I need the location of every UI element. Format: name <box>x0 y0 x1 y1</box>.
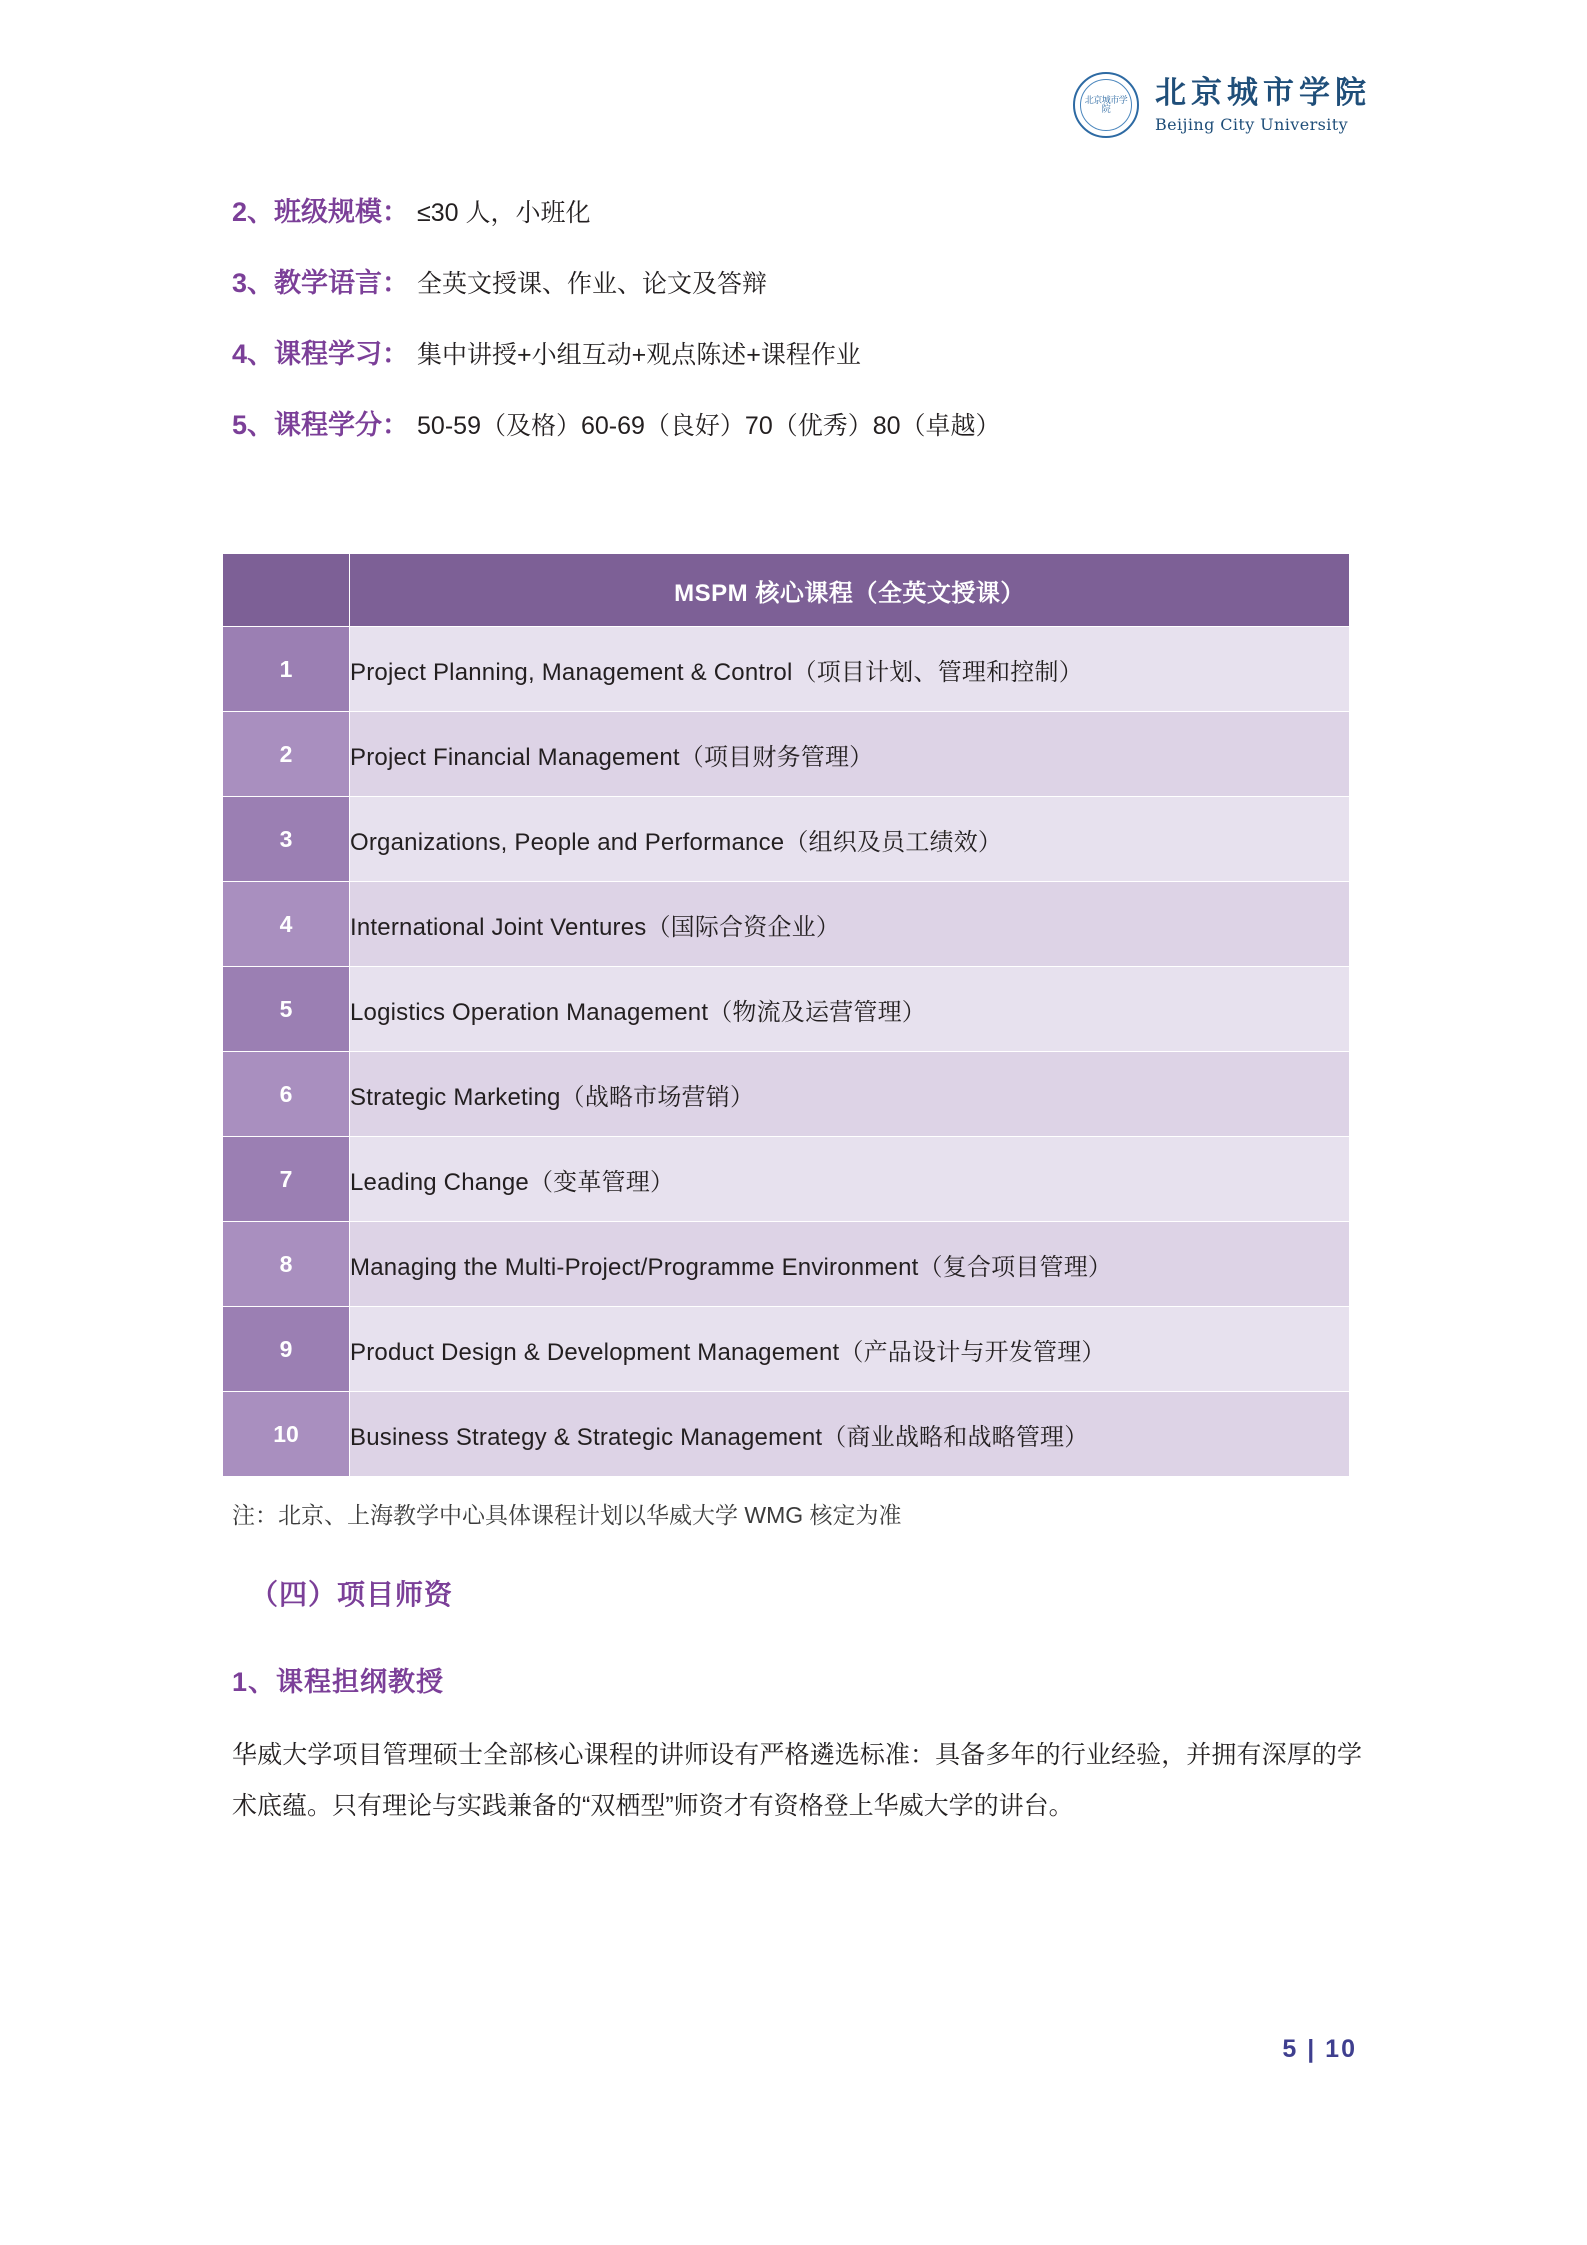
sub-heading: 1、课程担纲教授 <box>232 1667 445 1697</box>
row-number: 9 <box>223 1307 350 1392</box>
row-number: 4 <box>223 882 350 967</box>
logo-english-name: Beijing City University <box>1155 114 1349 134</box>
row-number: 3 <box>223 797 350 882</box>
table-note: 注：北京、上海教学中心具体课程计划以华威大学 WMG 核定为准 <box>232 1502 902 1528</box>
row-number: 1 <box>223 627 350 712</box>
row-number: 5 <box>223 967 350 1052</box>
table-header-row <box>223 554 1350 627</box>
table-row <box>223 797 1350 882</box>
row-number: 10 <box>223 1392 350 1477</box>
row-course: Logistics Operation Management（物流及运营管理） <box>350 967 1350 1052</box>
core-course-table <box>222 553 1350 1477</box>
numbered-list <box>232 195 1362 479</box>
table-row <box>223 1052 1350 1137</box>
row-course: Leading Change（变革管理） <box>350 1137 1350 1222</box>
row-course: Project Planning, Management & Control（项目计划、管理和控制） <box>350 627 1350 712</box>
row-number: 2 <box>223 712 350 797</box>
logo-chinese-name: 北京城市学院 <box>1155 75 1371 112</box>
university-seal-icon <box>1073 72 1139 138</box>
seal-inner-text: 北京城市学院 <box>1080 79 1132 131</box>
university-logo <box>1073 72 1371 138</box>
row-number: 8 <box>223 1222 350 1307</box>
list-item <box>232 408 1362 443</box>
table-row <box>223 1222 1350 1307</box>
list-item-label: 5、课程学分： <box>232 410 410 441</box>
table-row <box>223 1137 1350 1222</box>
list-item-value: ≤30 人，小班化 <box>417 199 591 227</box>
row-course: Product Design & Development Management（产品设计与开发管理） <box>350 1307 1350 1392</box>
row-number: 7 <box>223 1137 350 1222</box>
row-number: 6 <box>223 1052 350 1137</box>
table-header-title: MSPM 核心课程（全英文授课） <box>350 554 1350 627</box>
list-item <box>232 266 1362 301</box>
row-course: Strategic Marketing（战略市场营销） <box>350 1052 1350 1137</box>
list-item <box>232 337 1362 372</box>
table-row <box>223 1392 1350 1477</box>
list-item-value: 集中讲授+小组互动+观点陈述+课程作业 <box>417 341 861 370</box>
row-course: International Joint Ventures（国际合资企业） <box>350 882 1350 967</box>
table-row <box>223 627 1350 712</box>
row-course: Project Financial Management（项目财务管理） <box>350 712 1350 797</box>
section-heading: （四）项目师资 <box>250 1579 454 1610</box>
list-item <box>232 195 1362 230</box>
row-course: Business Strategy & Strategic Management（商业战略和战略管理） <box>350 1392 1350 1477</box>
row-course: Organizations, People and Performance（组织及员工绩效） <box>350 797 1350 882</box>
list-item-value: 全英文授课、作业、论文及答辩 <box>417 270 768 299</box>
table-row <box>223 1307 1350 1392</box>
list-item-value: 50-59（及格）60-69（良好）70（优秀）80（卓越） <box>417 412 1001 441</box>
table-header-blank-cell <box>223 554 350 627</box>
row-course: Managing the Multi-Project/Programme Environment（复合项目管理） <box>350 1222 1350 1307</box>
list-item-label: 3、教学语言： <box>232 268 410 299</box>
list-item-label: 4、课程学习： <box>232 339 410 370</box>
body-paragraph: 华威大学项目管理硕士全部核心课程的讲师设有严格遴选标准：具备多年的行业经验，并拥有深厚的学术底蕴。只有理论与实践兼备的“双栖型”师资才有资格登上华威大学的讲台。 <box>232 1741 1362 1821</box>
table-row <box>223 882 1350 967</box>
logo-text-block <box>1155 76 1371 134</box>
table-row <box>223 967 1350 1052</box>
list-item-label: 2、班级规模： <box>232 197 410 227</box>
page-number: 5 | 10 <box>1282 2035 1357 2063</box>
table-row <box>223 712 1350 797</box>
